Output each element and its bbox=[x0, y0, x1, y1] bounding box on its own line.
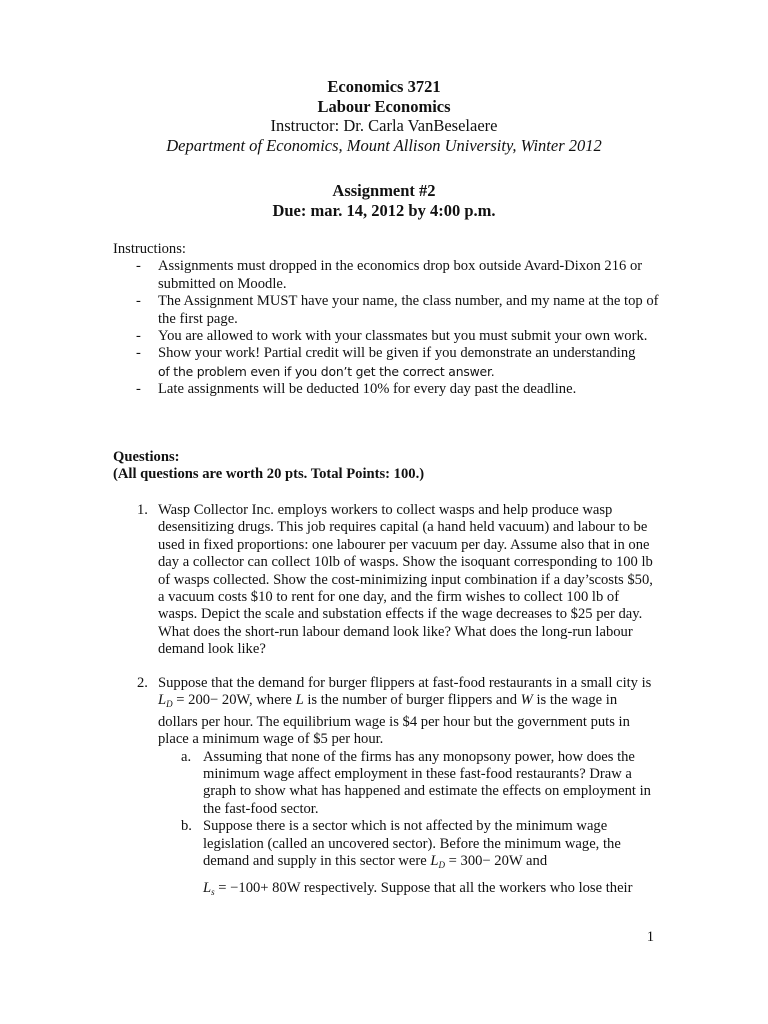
subquestion-text: Assuming that none of the firms has any monopsony power, how does the minimum wage affect employment in these fast-food restaurants? Draw a graph to show what has happened and estimate the effects on employment in the fast-food sector. bbox=[203, 748, 651, 817]
equation-uncovered-demand bbox=[430, 853, 522, 869]
instruction-item: - Late assignments will be deducted 10% for every day past the deadline. bbox=[136, 381, 577, 398]
instruction-item: - Assignments must dropped in the economics drop box outside Avard-Dixon 216 or submitted on Moodle. bbox=[136, 258, 643, 292]
questions-heading: Questions: bbox=[113, 449, 180, 465]
equation-var: L bbox=[158, 692, 167, 709]
questions-heading-block bbox=[113, 449, 673, 484]
document-header bbox=[0, 77, 768, 156]
subquestion-text: respectively. Suppose that all the workers who lose their bbox=[300, 880, 633, 897]
instruction-text: Assignments must dropped in the economics drop box outside Avard-Dixon 216 or submitted on Moodle. bbox=[158, 258, 643, 292]
equation-subscript: s bbox=[211, 887, 215, 898]
assignment-title: Assignment #2 bbox=[332, 181, 436, 200]
instruction-text-continued: of the problem even if you don’t get the correct answer. bbox=[158, 363, 495, 379]
subquestion-text-line bbox=[203, 880, 657, 901]
assignment-header bbox=[0, 181, 768, 220]
equation-uncovered-supply bbox=[203, 880, 300, 896]
variable-w: W bbox=[520, 692, 533, 709]
equation-rest: = −100+ 80W bbox=[214, 880, 301, 897]
subquestion-label: b. bbox=[181, 818, 192, 835]
question-number: 2. bbox=[137, 675, 148, 691]
subquestion-a bbox=[158, 749, 657, 819]
subquestion-list bbox=[158, 749, 657, 902]
question-number: 1. bbox=[137, 502, 148, 518]
instruction-item: - You are allowed to work with your classmates but you must submit your own work. bbox=[136, 328, 648, 345]
subquestion-text: and bbox=[522, 853, 548, 870]
course-title: Labour Economics bbox=[317, 96, 451, 116]
equation-var: L bbox=[203, 880, 212, 897]
instruction-item: - The Assignment MUST have your name, the class number, and my name at the top of the first page. bbox=[136, 293, 659, 327]
points-note: (All questions are worth 20 pts. Total Points: 100.) bbox=[113, 466, 425, 483]
equation-subscript: D bbox=[166, 699, 173, 710]
question-text-part: where bbox=[252, 692, 296, 709]
subquestion-label: a. bbox=[181, 748, 192, 765]
question-text: Wasp Collector Inc. employs workers to collect wasps and help produce wasp desensitizing drugs. This job requires capital (a hand held vacuum) and labour to be used in fixed proportions: one labourer per vacuum per day. Assume also that in one day a collector can collect 10lb of wasps. Show the isoquant corresponding to 100 lb of wasps collected. Show the cost-minimizing input combination if a day’scosts $50, a vacuum costs $10 to rent for one day, and the firm wishes to collect 100 lb of wasps. Depict the scale and substation effects if the wage decreases to $25 per day. What does the short-run labour demand look like? What does the long-run labour demand look like? bbox=[158, 502, 653, 658]
question-text-part: is the number of burger flippers and bbox=[303, 692, 521, 709]
equation-rest: = 300− 20W bbox=[445, 853, 523, 870]
variable-l: L bbox=[295, 692, 304, 709]
instructor-line: Instructor: Dr. Carla VanBeselaere bbox=[270, 116, 498, 135]
equation-var: L bbox=[430, 853, 439, 870]
question-1 bbox=[137, 502, 657, 659]
question-2 bbox=[137, 675, 657, 902]
instructions-list bbox=[113, 258, 673, 398]
instruction-text: Late assignments will be deducted 10% for every day past the deadline. bbox=[158, 381, 577, 398]
instructions-heading: Instructions: bbox=[113, 241, 186, 257]
department-line: Department of Economics, Mount Allison University, Winter 2012 bbox=[166, 135, 602, 155]
equation-demand bbox=[158, 692, 253, 708]
question-text bbox=[158, 675, 657, 749]
instructions-section bbox=[113, 241, 673, 399]
question-text-part: is the wage in dollars per hour. The equilibrium wage is $4 per hour but the government puts in place a minimum wage of $5 per hour. bbox=[158, 692, 630, 748]
question-text-part: Suppose that the demand for burger flippers at fast-food restaurants in a small city is bbox=[158, 675, 652, 691]
equation-rest: = 200− 20W, bbox=[172, 692, 253, 709]
subquestion-text: Suppose there is a sector which is not affected by the minimum wage legislation (called an uncovered sector). Before the minimum wage, the demand and supply in this sector were bbox=[203, 818, 621, 870]
equation-subscript: D bbox=[438, 860, 445, 871]
instruction-text: The Assignment MUST have your name, the class number, and my name at the top of the first page. bbox=[158, 293, 659, 327]
page-number: 1 bbox=[646, 929, 654, 945]
instruction-text: You are allowed to work with your classmates but you must submit your own work. bbox=[158, 328, 648, 345]
instruction-text: Show your work! Partial credit will be given if you demonstrate an understanding bbox=[158, 345, 636, 362]
subquestion-b bbox=[158, 818, 657, 902]
course-code: Economics 3721 bbox=[327, 77, 441, 96]
instruction-item: - Show your work! Partial credit will be given if you demonstrate an understanding of the problem even if you don’t get the correct answer. bbox=[136, 345, 636, 379]
due-date: Due: mar. 14, 2012 by 4:00 p.m. bbox=[272, 200, 496, 220]
